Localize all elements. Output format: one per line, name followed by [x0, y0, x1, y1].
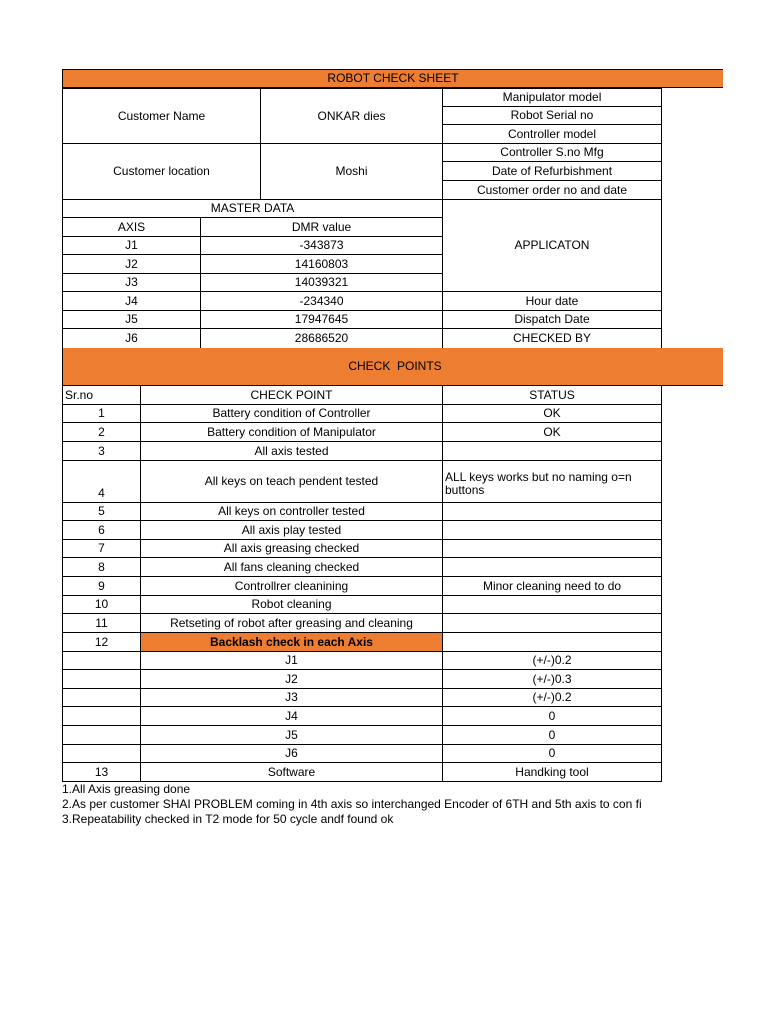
row-status	[442, 520, 662, 540]
row-srno: 5	[62, 502, 141, 521]
backlash-check-cell: Backlash check in each Axis	[140, 632, 443, 652]
row-check-point: All axis tested	[140, 441, 443, 461]
check-points-title: CHECK POINTS	[348, 359, 442, 373]
controller-model-field: Controller model	[442, 124, 662, 144]
row-srno: 7	[62, 539, 141, 558]
row-srno: 11	[62, 613, 141, 633]
master-axis-cell: J4	[62, 291, 201, 311]
row-status	[442, 613, 662, 633]
row-srno: 8	[62, 557, 141, 577]
master-axis-cell: J3	[62, 273, 201, 292]
row-check-point: Retseting of robot after greasing and cleaning	[140, 613, 443, 633]
master-dmr-cell: 28686520	[200, 328, 443, 349]
row-status: Handking tool	[442, 762, 662, 782]
master-axis-cell: J5	[62, 310, 201, 329]
row-status	[442, 595, 662, 614]
row-status: 0	[442, 706, 662, 726]
row-status: 0	[442, 725, 662, 745]
application-field: APPLICATON	[442, 199, 662, 292]
row-status	[442, 539, 662, 558]
row-check-point: J3	[140, 688, 443, 707]
hour-date-field: Hour date	[442, 291, 662, 311]
axis-header: AXIS	[62, 217, 201, 237]
master-dmr-cell: 17947645	[200, 310, 443, 329]
row-check-point: All fans cleaning checked	[140, 557, 443, 577]
row-check-point: Battery condition of Controller	[140, 404, 443, 423]
customer-location-value: Moshi	[260, 143, 443, 200]
note-line	[62, 797, 662, 811]
row-status	[442, 632, 662, 652]
master-dmr-cell: 14039321	[200, 273, 443, 292]
sheet-title: ROBOT CHECK SHEET	[327, 71, 459, 85]
title-bar	[62, 69, 723, 88]
master-axis-cell: J1	[62, 236, 201, 255]
row-status: OK	[442, 422, 662, 442]
row-srno	[62, 725, 141, 745]
refurbishment-date-field: Date of Refurbishment	[442, 161, 662, 181]
row-status	[442, 441, 662, 461]
master-dmr-cell: -234340	[200, 291, 443, 311]
row-check-point: J6	[140, 744, 443, 763]
customer-location-label: Customer location	[62, 143, 261, 200]
row-srno	[62, 744, 141, 763]
dmr-header: DMR value	[200, 217, 443, 237]
row-check-point: J4	[140, 706, 443, 726]
row-check-point: J2	[140, 669, 443, 689]
row-status: ALL keys works but no naming o=n buttons	[442, 460, 662, 503]
master-dmr-cell: -343873	[200, 236, 443, 255]
srno-header: Sr.no	[62, 385, 141, 405]
row-status	[442, 502, 662, 521]
row-srno	[62, 706, 141, 726]
row-srno	[62, 688, 141, 707]
checked-by-field: CHECKED BY	[442, 328, 662, 349]
row-srno: 10	[62, 595, 141, 614]
row-check-point: Battery condition of Manipulator	[140, 422, 443, 442]
row-status: (+/-)0.3	[442, 669, 662, 689]
dispatch-date-field: Dispatch Date	[442, 310, 662, 329]
master-dmr-cell: 14160803	[200, 254, 443, 274]
row-srno: 2	[62, 422, 141, 442]
status-header: STATUS	[442, 385, 662, 405]
row-srno	[62, 669, 141, 689]
row-srno	[62, 460, 141, 503]
row-status: Minor cleaning need to do	[442, 576, 662, 596]
row-srno: 3	[62, 441, 141, 461]
check-points-bar	[62, 348, 723, 386]
master-axis-cell: J6	[62, 328, 201, 349]
note-line: 3.Repeatability checked in T2 mode for 50 cycle andf found ok	[62, 812, 394, 826]
customer-name-value: ONKAR dies	[260, 88, 443, 144]
manipulator-model-field: Manipulator model	[442, 88, 662, 107]
note-line-text: 2.As per customer SHAI PROBLEM coming in 4th axis so interchanged Encoder of 6TH and 5th axis to con fi	[62, 797, 642, 811]
row-check-point: All axis play tested	[140, 520, 443, 540]
row-status: OK	[442, 404, 662, 423]
row-srno: 1	[62, 404, 141, 423]
row-check-point: All axis greasing checked	[140, 539, 443, 558]
row-check-point: All keys on controller tested	[140, 502, 443, 521]
robot-serial-field: Robot Serial no	[442, 106, 662, 125]
row-status: (+/-)0.2	[442, 651, 662, 670]
check-point-header: CHECK POINT	[140, 385, 443, 405]
row-srno: 6	[62, 520, 141, 540]
row-srno	[62, 651, 141, 670]
customer-name-label: Customer Name	[62, 88, 261, 144]
row-srno: 12	[62, 632, 141, 652]
customer-order-field: Customer order no and date	[442, 180, 662, 200]
row-status: (+/-)0.2	[442, 688, 662, 707]
row-check-point: J1	[140, 651, 443, 670]
row-check-point: Controllrer cleanining	[140, 576, 443, 596]
master-data-title: MASTER DATA	[62, 199, 443, 218]
row-check-point: Software	[140, 762, 443, 782]
row-status	[442, 557, 662, 577]
row-srno: 13	[62, 762, 141, 782]
master-axis-cell: J2	[62, 254, 201, 274]
row-status: 0	[442, 744, 662, 763]
controller-sno-field: Controller S.no Mfg	[442, 143, 662, 162]
row-check-point: J5	[140, 725, 443, 745]
row-srno: 9	[62, 576, 141, 596]
row-srno-text: 4	[98, 486, 105, 500]
note-line: 1.All Axis greasing done	[62, 782, 191, 796]
row-check-point: Robot cleaning	[140, 595, 443, 614]
row-check-point: All keys on teach pendent tested	[140, 460, 443, 503]
